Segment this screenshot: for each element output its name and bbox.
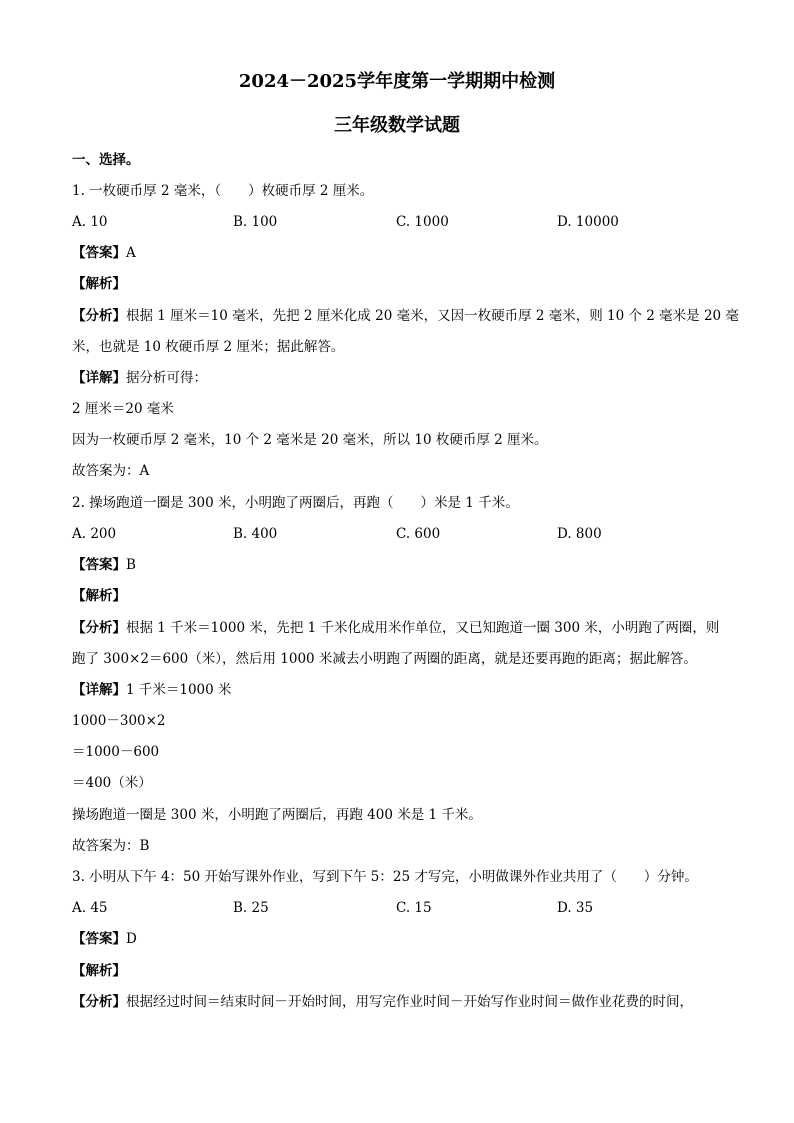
explain-label: 【解析】 — [72, 963, 126, 979]
question-3-stem: 3. 小明从下午 4：50 开始写课外作业，写到下午 5：25 才写完，小明做课外作业共用了（ ）分钟。 — [72, 869, 698, 885]
analysis-label: 【分析】 — [72, 994, 126, 1010]
question-2-detail — [72, 681, 732, 699]
question-3-analysis — [72, 993, 732, 1011]
answer-label: 【答案】 — [72, 557, 126, 573]
question-1-analysis — [72, 307, 739, 325]
question-1-stem: 1. 一枚硬币厚 2 毫米，（ ）枚硬币厚 2 厘米。 — [72, 183, 374, 199]
question-2-step-4: 操场跑道一圈是 300 米，小明跑了两圈后，再跑 400 米是 1 千米。 — [72, 807, 482, 823]
detail-text: 1 千米＝1000 米 — [126, 682, 232, 698]
question-1-detail — [72, 369, 732, 387]
detail-label: 【详解】 — [72, 370, 126, 386]
document-title: 2024－2025学年度第一学期期中检测 — [238, 71, 556, 92]
question-1-answer — [72, 244, 732, 262]
document-subtitle: 三年级数学试题 — [334, 115, 460, 136]
question-1-option-c: C. 1000 — [396, 214, 449, 230]
detail-label: 【详解】 — [72, 682, 126, 698]
question-2-step-3: ＝400（米） — [72, 775, 152, 791]
question-2-option-a: A. 200 — [72, 526, 117, 542]
question-3-option-a: A. 45 — [72, 900, 108, 916]
question-1-analysis-cont: 米，也就是 10 枚硬币厚 2 厘米；据此解答。 — [72, 339, 345, 355]
question-1-option-b: B. 100 — [233, 214, 278, 230]
detail-text: 据分析可得： — [126, 370, 207, 386]
answer-value: A — [126, 245, 136, 261]
analysis-label: 【分析】 — [72, 308, 126, 324]
answer-label: 【答案】 — [72, 931, 126, 947]
question-2-conclusion: 故答案为：B — [72, 838, 150, 854]
question-3-answer — [72, 930, 732, 948]
question-2-step-2: ＝1000－600 — [72, 744, 160, 760]
explain-label: 【解析】 — [72, 588, 126, 604]
answer-value: D — [126, 931, 137, 947]
question-3-option-d: D. 35 — [557, 900, 594, 916]
question-1-step-2: 因为一枚硬币厚 2 毫米，10 个 2 毫米是 20 毫米，所以 10 枚硬币厚 2 厘米。 — [72, 432, 548, 448]
explain-label: 【解析】 — [72, 276, 126, 292]
question-3-option-c: C. 15 — [396, 900, 432, 916]
question-2-option-c: C. 600 — [396, 526, 441, 542]
question-2-analysis-cont: 跑了 300×2＝600（米），然后用 1000 米减去小明跑了两圈的距离，就是还要再跑的距离；据此解答。 — [72, 651, 697, 667]
question-2-analysis — [72, 619, 732, 637]
question-2-explain — [72, 587, 732, 605]
question-1-option-d: D. 10000 — [557, 214, 619, 230]
analysis-text: 根据 1 厘米＝10 毫米，先把 2 厘米化成 20 毫米，又因一枚硬币厚 2 毫米，则 10 个 2 毫米是 20 毫 — [126, 308, 739, 324]
question-2-answer — [72, 556, 732, 574]
question-1-explain — [72, 275, 732, 293]
question-3-option-b: B. 25 — [233, 900, 269, 916]
answer-value: B — [126, 557, 136, 573]
question-3-explain — [72, 962, 732, 980]
question-2-stem: 2. 操场跑道一圈是 300 米，小明跑了两圈后，再跑（ ）米是 1 千米。 — [72, 495, 519, 511]
question-1-option-a: A. 10 — [72, 214, 108, 230]
section-heading: 一、选择。 — [72, 152, 140, 168]
answer-label: 【答案】 — [72, 245, 126, 261]
question-2-option-d: D. 800 — [557, 526, 602, 542]
question-2-step-1: 1000－300×2 — [72, 713, 166, 729]
question-1-conclusion: 故答案为：A — [72, 463, 150, 479]
question-1-step-1: 2 厘米＝20 毫米 — [72, 401, 174, 417]
analysis-label: 【分析】 — [72, 620, 126, 636]
analysis-text: 根据经过时间＝结束时间－开始时间，用写完作业时间－开始写作业时间＝做作业花费的时间， — [126, 994, 693, 1010]
question-2-option-b: B. 400 — [233, 526, 278, 542]
analysis-text: 根据 1 千米＝1000 米，先把 1 千米化成用米作单位，又已知跑道一圈 300 米，小明跑了两圈，则 — [126, 620, 720, 636]
